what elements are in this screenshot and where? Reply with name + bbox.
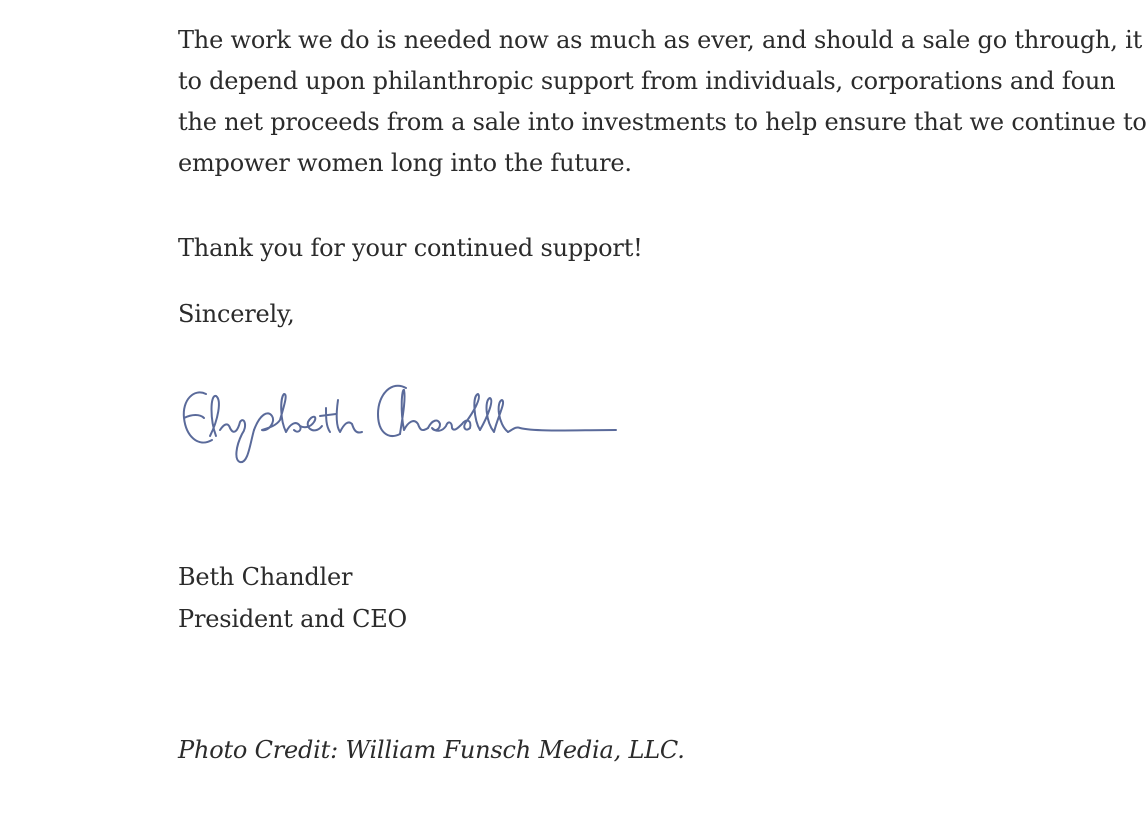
signer-name: Beth Chandler (178, 563, 353, 591)
body-line: The work we do is needed now as much as ever, and should a sale go through, it (178, 26, 1143, 54)
photo-credit: Photo Credit: William Funsch Media, LLC. (178, 736, 685, 764)
handwritten-signature (176, 370, 626, 470)
thank-you-line: Thank you for your continued support! (178, 234, 643, 262)
body-paragraph (178, 20, 1147, 184)
body-line: the net proceeds from a sale into investments to help ensure that we continue to (178, 108, 1147, 136)
signer-title: President and CEO (178, 605, 408, 633)
body-line: empower women long into the future. (178, 149, 632, 177)
body-line: to depend upon philanthropic support from individuals, corporations and foun (178, 67, 1116, 95)
closing-line: Sincerely, (178, 300, 295, 328)
